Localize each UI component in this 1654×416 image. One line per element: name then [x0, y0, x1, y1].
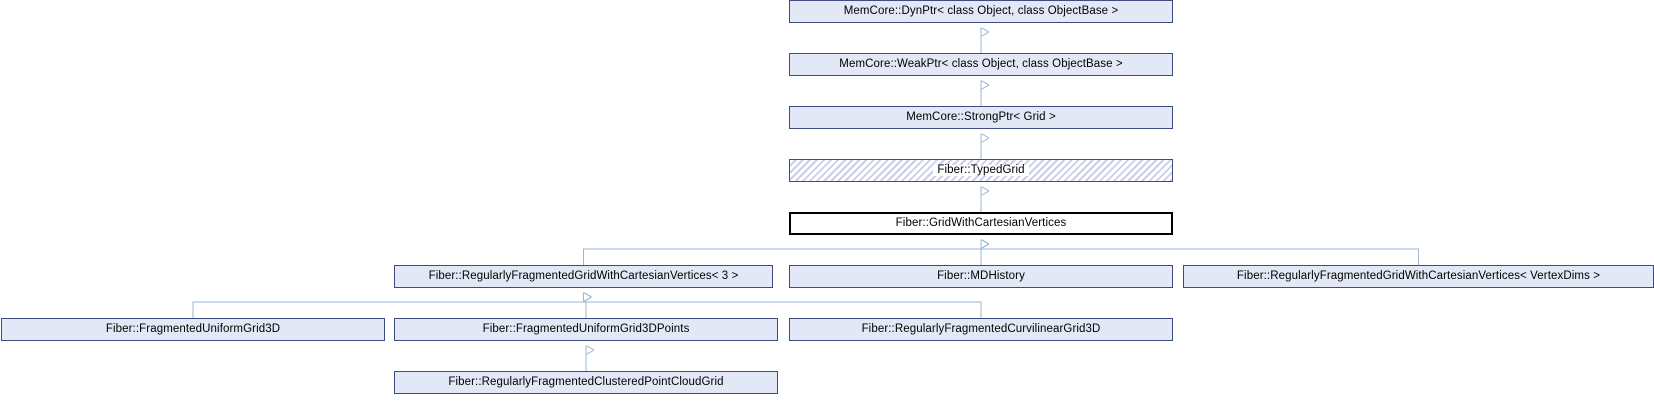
class-node-typedgrid[interactable]	[789, 159, 1173, 182]
inheritance-edge	[193, 297, 584, 318]
class-node-label: Fiber::FragmentedUniformGrid3D	[105, 322, 281, 335]
class-node-fragmenteduniformgrid3dpoints[interactable]	[394, 318, 778, 341]
class-node-regfragclusteredpointcloud[interactable]	[394, 371, 778, 394]
inheritance-edge	[981, 244, 1419, 265]
class-node-label: Fiber::GridWithCartesianVertices	[895, 216, 1067, 229]
class-node-label: Fiber::RegularlyFragmentedClusteredPointCloudGrid	[448, 375, 724, 388]
class-node-gridwithcartesianvertices[interactable]	[789, 212, 1173, 235]
class-node-label: MemCore::StrongPtr< Grid >	[906, 110, 1056, 123]
class-node-weakptr[interactable]	[789, 53, 1173, 76]
class-node-label: Fiber::RegularlyFragmentedCurvilinearGrid3D	[861, 322, 1101, 335]
class-node-mdhistory[interactable]	[789, 265, 1173, 288]
class-node-label: Fiber::TypedGrid	[933, 165, 1028, 177]
class-node-regfragcurvilinear3d[interactable]	[789, 318, 1173, 341]
inheritance-edge	[584, 297, 982, 318]
class-node-label: Fiber::RegularlyFragmentedGridWithCartesianVertices< VertexDims >	[1236, 269, 1601, 282]
class-node-regfragvertexdims[interactable]	[1183, 265, 1654, 288]
class-node-fragmenteduniformgrid3d[interactable]	[1, 318, 385, 341]
class-node-strongptr[interactable]	[789, 106, 1173, 129]
class-node-label: Fiber::RegularlyFragmentedGridWithCartesianVertices< 3 >	[428, 269, 739, 282]
class-node-label: Fiber::FragmentedUniformGrid3DPoints	[482, 322, 690, 335]
class-node-label: MemCore::WeakPtr< class Object, class ObjectBase >	[839, 57, 1123, 70]
class-node-label: MemCore::DynPtr< class Object, class ObjectBase >	[843, 4, 1119, 17]
inheritance-edge	[584, 244, 982, 265]
class-node-regfrag3[interactable]	[394, 265, 773, 288]
class-node-label: Fiber::MDHistory	[937, 269, 1025, 282]
class-node-dynptr[interactable]	[789, 0, 1173, 23]
